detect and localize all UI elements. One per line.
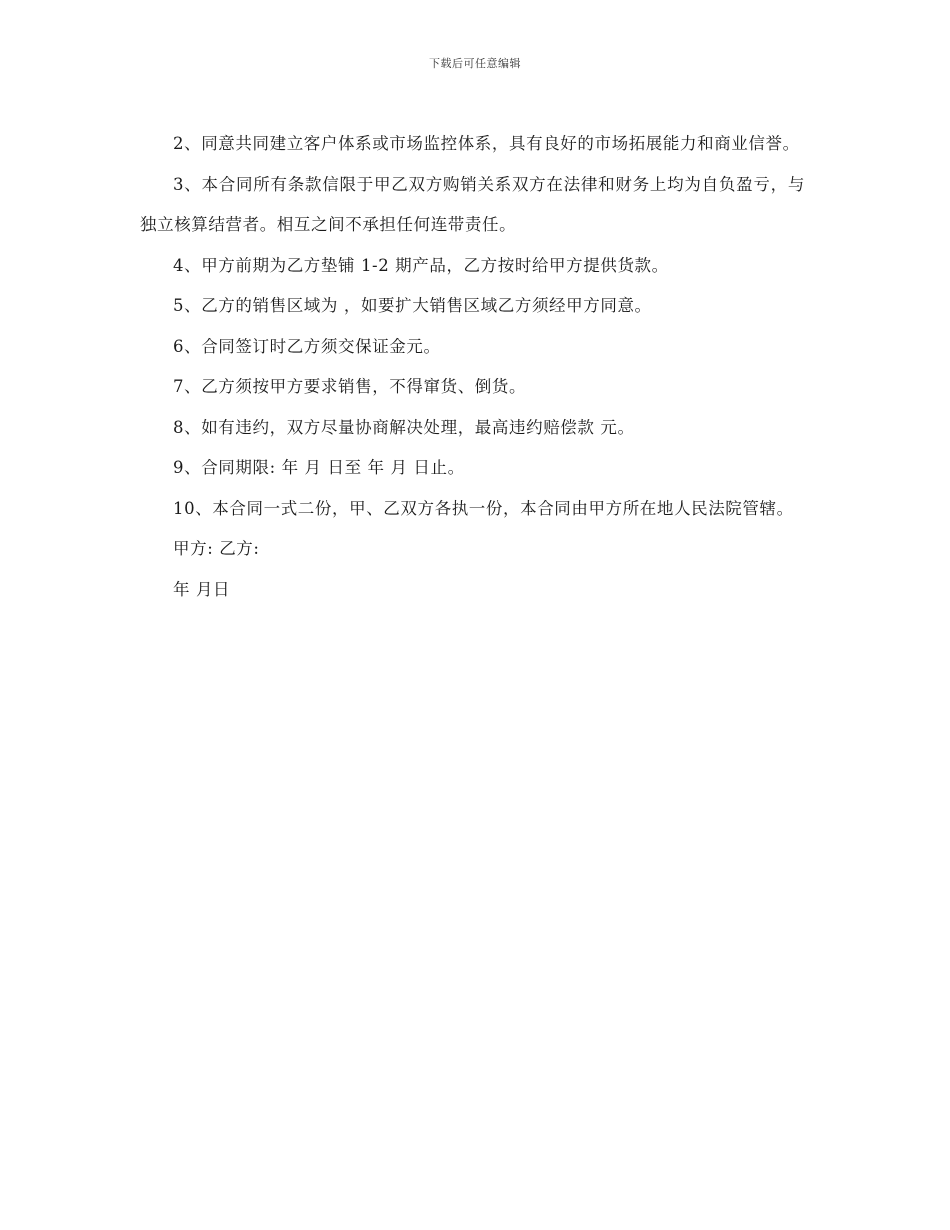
clause-3: 3、本合同所有条款信限于甲乙双方购销关系双方在法律和财务上均为自负盈亏，与独立核算结营者。相互之间不承担任何连带责任。 <box>140 174 805 234</box>
clause-4: 4、甲方前期为乙方垫铺 1-2 期产品，乙方按时给甲方提供货款。 <box>173 255 669 275</box>
clause-5: 5、乙方的销售区域为 ，如要扩大销售区域乙方须经甲方同意。 <box>173 296 652 315</box>
clause-10: 10、本合同一式二份，甲、乙双方各执一份，本合同由甲方所在地人民法院管辖。 <box>173 498 794 518</box>
clause-9: 9、合同期限: 年 月 日至 年 月 日止。 <box>173 458 465 477</box>
clause-2: 2、同意共同建立客户体系或市场监控体系，具有良好的市场拓展能力和商业信誉。 <box>173 134 800 153</box>
contract-body <box>140 124 805 610</box>
header-note: 下载后可任意编辑 <box>429 57 521 70</box>
clause-7: 7、乙方须按甲方要求销售，不得窜货、倒货。 <box>173 377 527 396</box>
clause-6: 6、合同签订时乙方须交保证金元。 <box>173 336 441 356</box>
signature-date: 年 月日 <box>173 579 231 599</box>
clause-8: 8、如有违约，双方尽量协商解决处理，最高违约赔偿款 元。 <box>173 417 635 437</box>
signature-parties: 甲方: 乙方: <box>173 539 260 558</box>
